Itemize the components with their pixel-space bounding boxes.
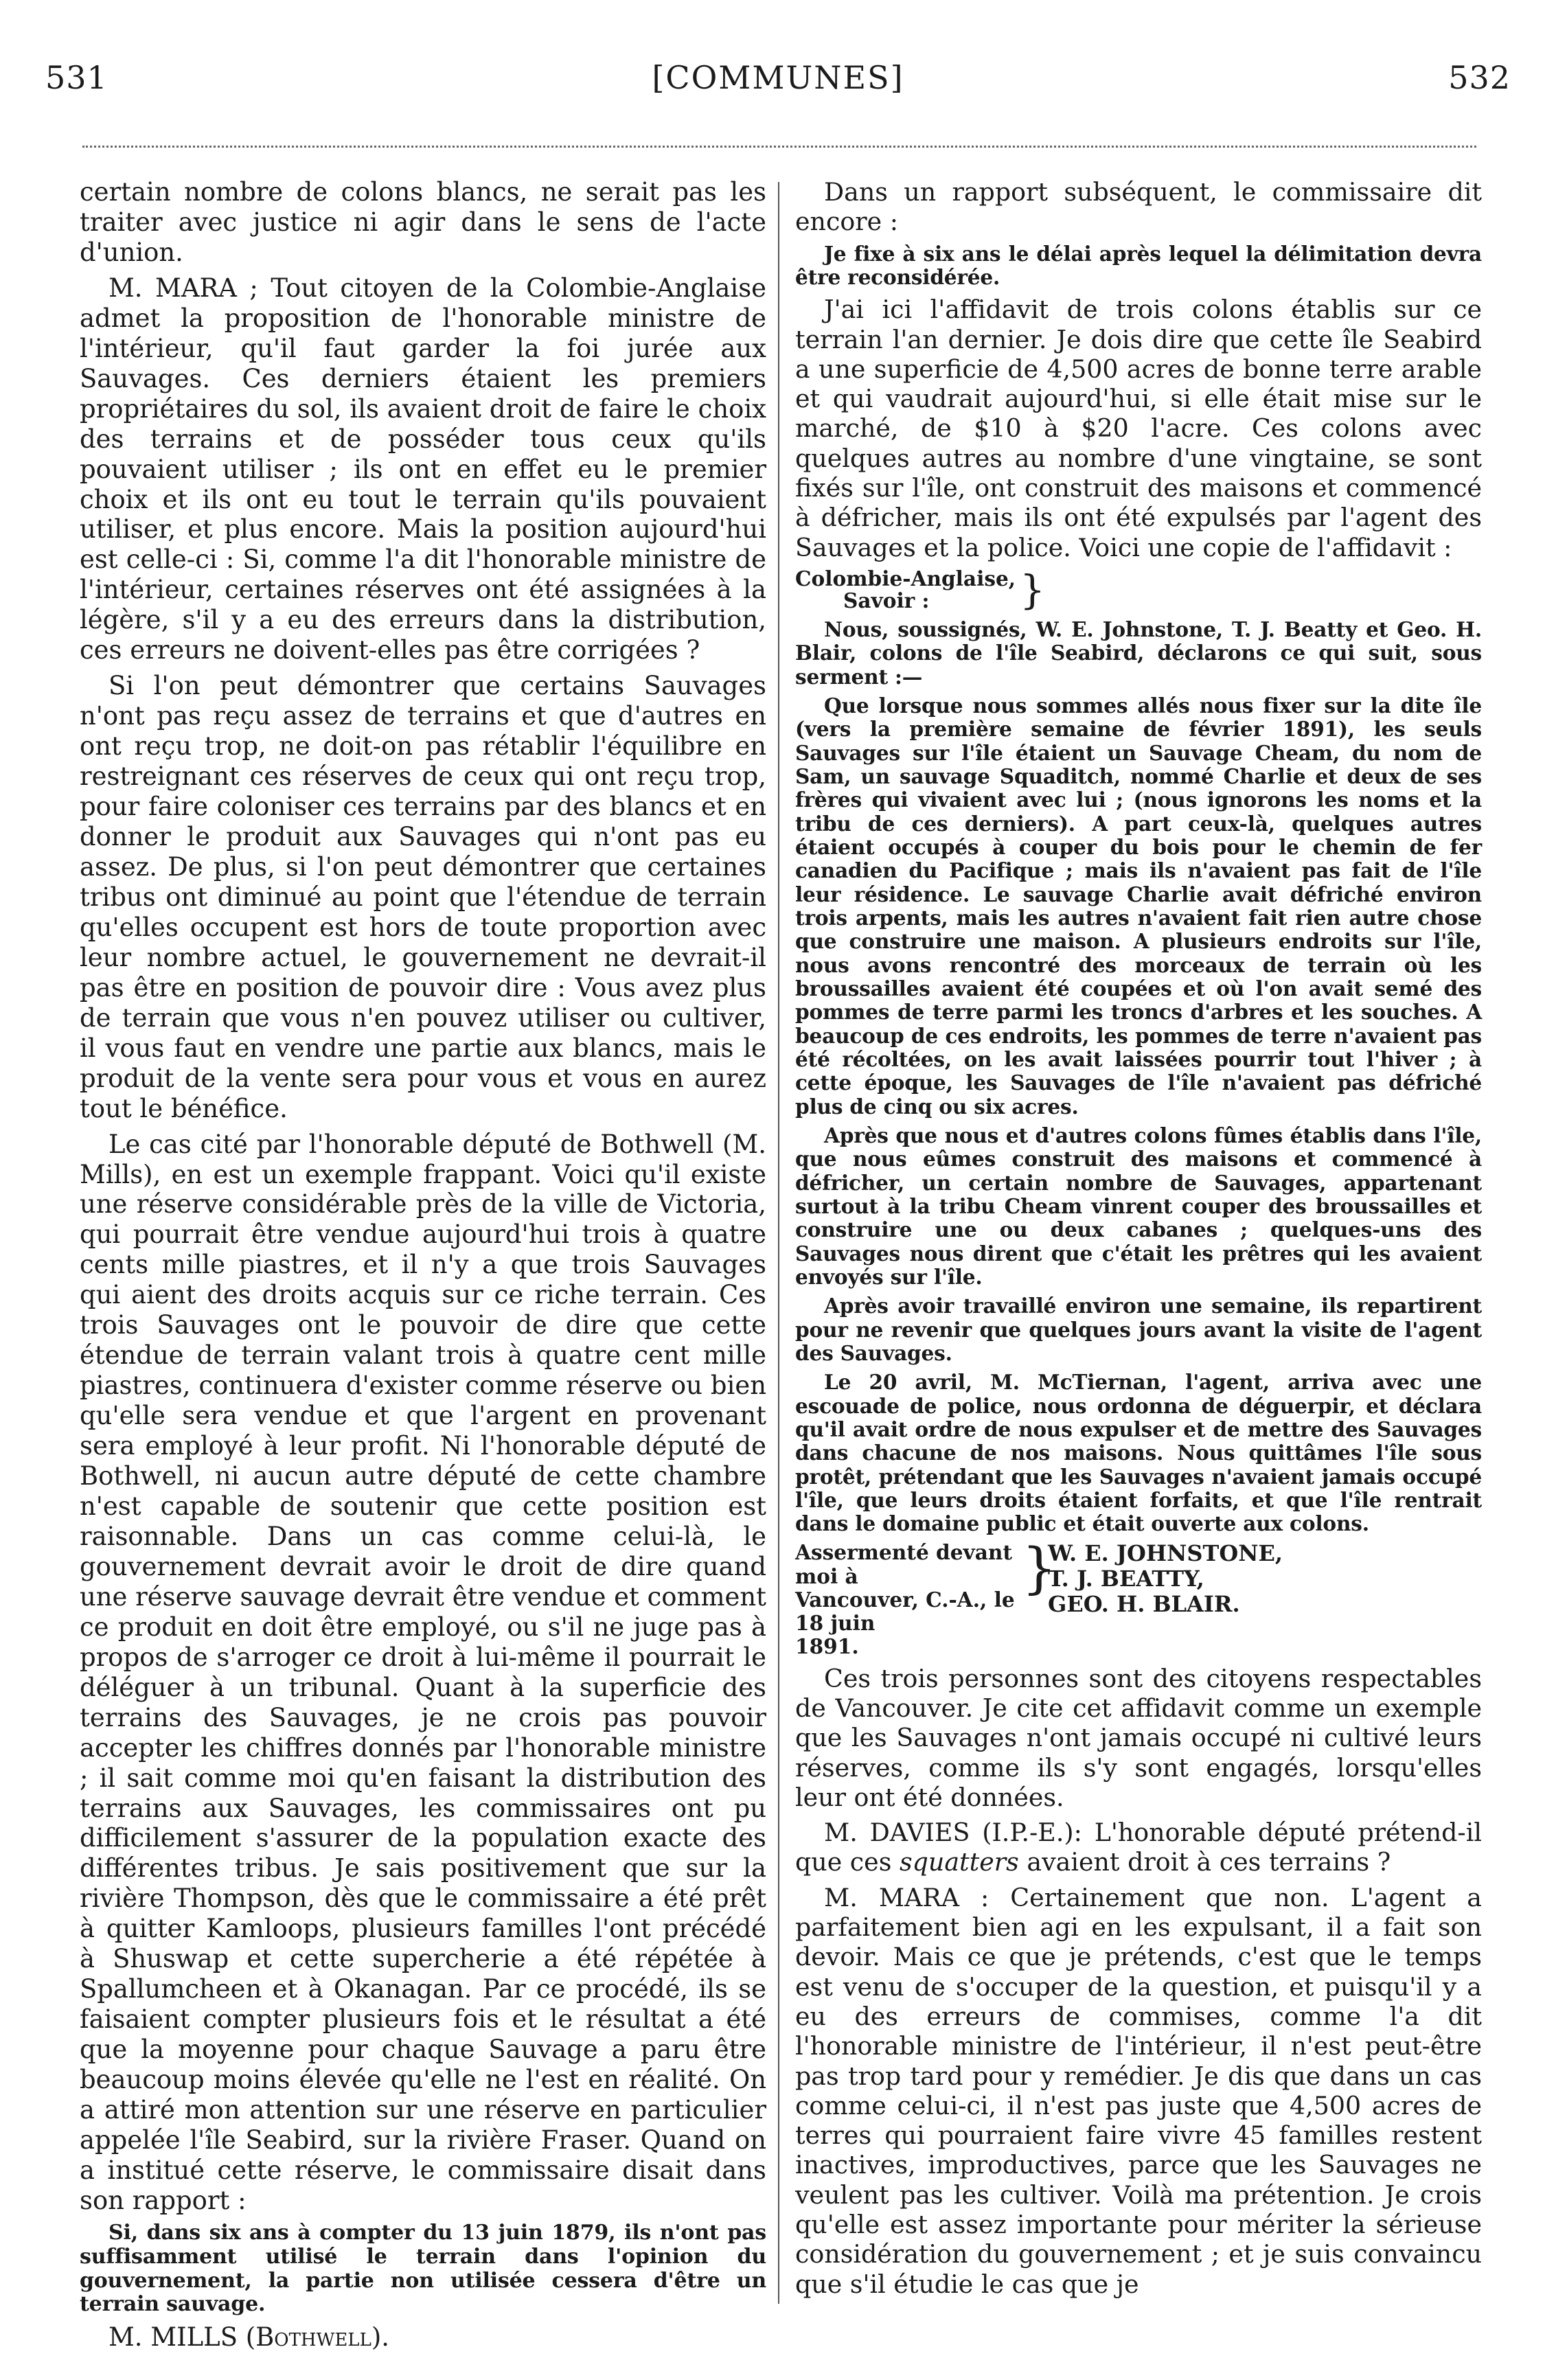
speaker-name: M. MARA	[824, 1882, 959, 1912]
brace-glyph: }	[1022, 1536, 1057, 1601]
page-number-right: 532	[1448, 59, 1511, 96]
signature: T. J. BEATTY,	[1048, 1566, 1204, 1592]
sworn-line: Assermenté devant moi à	[795, 1540, 1013, 1588]
speech-text: : Certainement que non. L'agent a parfaitement bien agi en les expulsant, il a fait son devoir. Mais ce que je prétends, c'est que le temps est venu de s'occuper de la question, et puisqu'il y a eu des erreurs de commises, comme l'a dit l'honorable ministre de l'intérieur, il n'est peut-être pas trop tard pour y remédier. Je dis que dans un cas comme celui-ci, il n'est pas juste que 4,500 acres de terres qui pourraient faire vivre 45 familles restent inactives, improductives, parce que les Sauvages ne veulent pas les cultiver. Voilà ma prétention. Je crois qu'elle est assez importante pour mériter la sérieuse considération du gouvernement ; et je suis convaincu que s'il étudie le cas que je	[795, 1882, 1482, 2299]
sworn-block	[795, 1536, 1482, 1658]
brace-glyph: }	[1020, 567, 1045, 614]
right-column	[795, 177, 1482, 2299]
paragraph: Si l'on peut démontrer que certains Sauvages n'ont pas reçu assez de terrains et que d'autres en ont reçu trop, ne doit-on pas rétablir l'équilibre en restreignant ces réserves de ceux qui ont reçu trop, pour faire coloniser ces terrains par des blancs et en donner le produit aux Sauvages qui n'ont pas eu assez. De plus, si l'on peut démontrer que certaines tribus ont diminué au point que l'étendue de terrain qu'elles occupent est hors de toute proportion avec leur nombre actuel, le gouvernement ne devrait-il pas être en position de pouvoir dire : Vous avez plus de terrain que vous n'en pouvez utiliser ou cultiver, il vous faut en vendre une partie aux blancs, mais le produit de la vente sera pour vous et vous en aurez tout le bénéfice.	[80, 671, 766, 1123]
left-column	[80, 177, 766, 2353]
column-divider	[778, 182, 779, 2304]
sworn-line: Vancouver, C.-A., le 18 juin	[795, 1587, 1015, 1635]
speaker-name: M. MARA	[108, 273, 237, 303]
signature: GEO. H. BLAIR.	[1048, 1591, 1240, 1618]
paragraph: J'ai ici l'affidavit de trois colons établis sur ce terrain l'an dernier. Je dois dire que cette île Seabird a une superficie de 4,500 acres de bonne terre arable et qui vaudrait aujourd'hui, si elle était mise sur le marché, de $10 à $20 l'acre. Ces colons avec quelques autres au nombre d'une vingtaine, se sont fixés sur l'île, ont construit des maisons et commencé à défricher, mais ils ont été expulsés par l'agent des Sauvages et la police. Voici une copie de l'affidavit :	[795, 295, 1482, 562]
paragraph: Ces trois personnes sont des citoyens respectables de Vancouver. Je cite cet affidavit comme un exemple que les Sauvages n'ont jamais occupé ni cultivé leurs réserves, comme ils s'y sont engagés, lorsqu'elles leur ont été données.	[795, 1663, 1482, 1812]
affidavit-venue	[795, 568, 1482, 613]
speaker-name: M. MILLS (Bothwell).	[108, 2322, 389, 2353]
affidavit-paragraph: Que lorsque nous sommes allés nous fixer sur la dite île (vers la première semaine de février 1891), les seuls Sauvages sur l'île étaient un Sauvage Cheam, du nom de Sam, un sauvage Squaditch, nommé Charlie et deux de ses frères qui vivaient avec lui ; (nous ignorons les noms et la tribu de ces derniers). A part ceux-là, quelques autres étaient occupés à couper du bois pour le chemin de fer canadien du Pacifique ; mais ils n'avaient pas fait de l'île leur résidence. Le sauvage Charlie avait défriché environ trois arpents, mais les autres n'avaient fait rien autre chose que construire une maison. A plusieurs endroits sur l'île, nous avons rencontré des morceaux de terrain où les broussailles avaient été coupées et où l'on avait semé des pommes de terre parmi les troncs d'arbres et les souches. A beaucoup de ces endroits, les pommes de terre n'avaient pas été récoltées, on les avait laissées pourrir tout l'hiver ; à cette époque, les Sauvages de l'île n'avaient pas défriché plus de cinq ou six acres.	[795, 694, 1482, 1119]
affidavit-paragraph: Le 20 avril, M. McTiernan, l'agent, arriva avec une escouade de police, nous ordonna de déguerpir, et déclara qu'il avait ordre de nous expulser et de mettre des Sauvages dans chacune de nos maisons. Nous quittâmes l'île sous protêt, prétendant que les Sauvages n'avaient jamais occupé l'île, que leurs droits étaient forfaits, et que l'île rentrait dans le domaine public et était ouverte aux colons.	[795, 1370, 1482, 1536]
affidavit-paragraph: Nous, soussignés, W. E. Johnstone, T. J. Beatty et Geo. H. Blair, colons de l'île Seabird, déclarons ce qui suit, sous serment :—	[795, 617, 1482, 689]
paragraph: certain nombre de colons blancs, ne serait pas les traiter avec justice ni agir dans le sens de l'acte d'union.	[80, 177, 766, 267]
speech-paragraph	[795, 1883, 1482, 2299]
report-quote: Si, dans six ans à compter du 13 juin 1879, ils n'ont pas suffisamment utilisé le terrain dans l'opinion du gouvernement, la partie non utilisée cessera d'être un terrain sauvage.	[80, 2220, 766, 2317]
page-number-left: 531	[45, 59, 108, 96]
header-rule	[82, 146, 1476, 148]
paragraph: Dans un rapport subséquent, le commissaire dit encore :	[795, 177, 1482, 237]
speech-paragraph	[80, 273, 766, 665]
running-title: [COMMUNES]	[652, 59, 904, 96]
page-header	[45, 59, 1511, 107]
paragraph: Le cas cité par l'honorable député de Bothwell (M. Mills), en est un exemple frappant. Voici qu'il existe une réserve considérable près de la ville de Victoria, qui pourrait être vendue aujourd'hui trois à quatre cents mille piastres, et il n'y a que trois Sauvages qui aient des droits acquis sur ce riche terrain. Ces trois Sauvages ont le pouvoir de dire que cette étendue de terrain valant trois à quatre cent mille piastres, continuera d'exister comme réserve ou bien qu'elle sera vendue et que l'argent en provenant sera employé à leur profit. Ni l'honorable député de Bothwell, ni aucun autre député de cette chambre n'est capable de soutenir que cette position est raisonnable. Dans un cas comme celui-là, le gouvernement devrait avoir le droit de dire quand une réserve sauvage devrait être vendue et comment ce produit en doit être employé, ou s'il ne juge pas à propos de s'arroger ce droit à lui-même il pourrait le déléguer à un tribunal. Quant à la superficie des terrains des Sauvages, je ne crois pas pouvoir accepter les chiffres donnés par l'honorable ministre ; il sait comme moi qu'en faisant la distribution des terrains aux Sauvages, les commissaires ont pu difficilement s'assurer de la population exacte des différentes tribus. Je sais positivement que sur la rivière Thompson, dès que le commissaire a été prêt à quitter Kamloops, plusieurs familles l'ont précédé à Shuswap et cette supercherie a été répétée à Spallumcheen et à Okanagan. Par ce procédé, ils se faisaient compter plusieurs fois et le résultat a été que la moyenne pour chaque Sauvage a paru être beaucoup moins élevée qu'elle ne l'est en réalité. On a attiré mon attention sur une réserve en particulier appelée l'île Seabird, sur la rivière Fraser. Quand on a institué cette réserve, le commissaire disait dans son rapport :	[80, 1129, 766, 2215]
venue-line: Colombie-Anglaise,	[795, 566, 1016, 591]
speech-paragraph	[795, 1818, 1482, 1877]
sworn-line: 1891.	[795, 1634, 859, 1658]
speech-text: : L'honorable député prétend-il que ces	[795, 1818, 1482, 1877]
report-quote: Je fixe à six ans le délai après lequel la délimitation devra être reconsidérée.	[795, 241, 1482, 289]
affidavit-paragraph: Après avoir travaillé environ une semaine, ils repartirent pour ne revenir que quelques jours avant la visite de l'agent des Sauvages.	[795, 1294, 1482, 1365]
speaker-name: M. DAVIES (I.P.-E.)	[824, 1818, 1074, 1848]
signature: W. E. JOHNSTONE,	[1048, 1540, 1283, 1567]
italic-term: squatters	[899, 1847, 1019, 1877]
venue-line: Savoir :	[843, 588, 930, 613]
speech-text: ; Tout citoyen de la Colombie-Anglaise admet la proposition de l'honorable ministre de l'intérieur, qu'il faut garder la foi jurée aux Sauvages. Ces derniers étaient les premiers propriétaires du sol, ils avaient droit de faire le choix des terrains et de posséder tous ceux qu'ils pouvaient utiliser ; ils ont en effet eu le premier choix et ils ont eu tout le terrain qu'ils pouvaient utiliser, et plus encore. Mais la position aujourd'hui est celle-ci : Si, comme l'a dit l'honorable ministre de l'intérieur, certaines réserves ont été assignées à la légère, s'il y a eu des erreurs dans la distribution, ces erreurs ne doivent-elles pas être corrigées ?	[80, 273, 766, 665]
speech-text: avaient droit à ces terrains ?	[1018, 1847, 1391, 1877]
affidavit-paragraph: Après que nous et d'autres colons fûmes établis dans l'île, que nous eûmes construit des maisons et commencé à défricher, un certain nombre de Sauvages, appartenant surtout à la tribu Cheam vinrent couper des broussailles et construire une ou deux cabanes ; quelques-uns des Sauvages nous dirent que c'était les prêtres qui les avaient envoyés sur l'île.	[795, 1123, 1482, 1289]
